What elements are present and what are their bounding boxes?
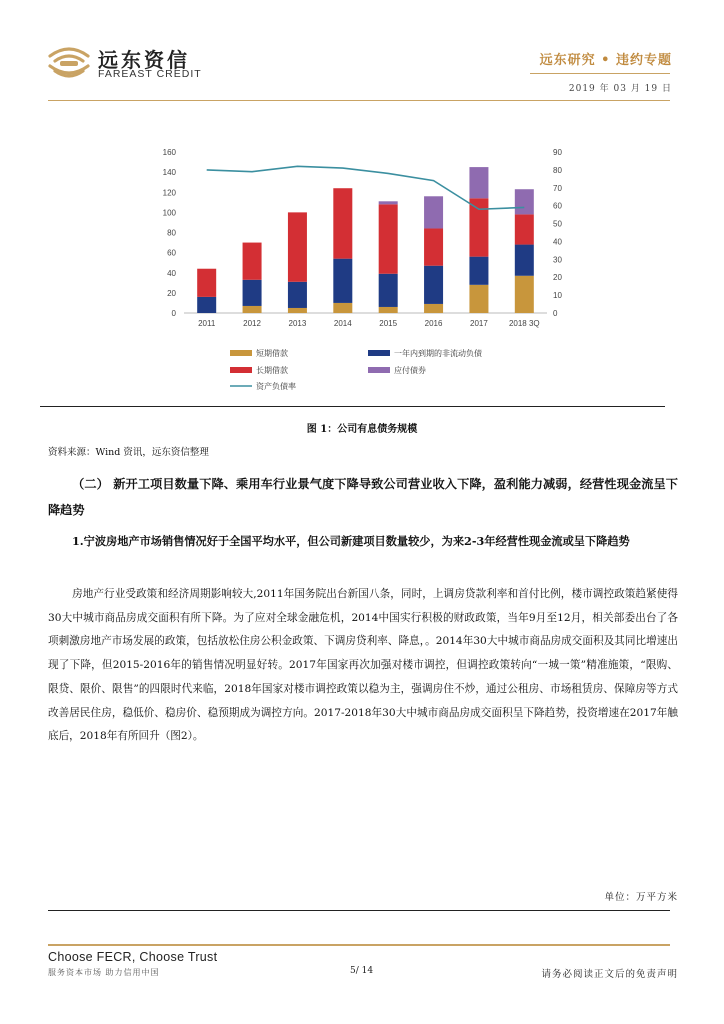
logo-name-cn: 远东资信 [98, 48, 190, 72]
legend-swatch-2 [368, 350, 390, 356]
bar-segment-2 [469, 257, 488, 285]
bar-segment-2 [379, 274, 398, 307]
report-section-title: 远东研究 • 违约专题 [539, 53, 672, 68]
x-axis-tick-label: 2018 3Q [508, 319, 540, 328]
bar-segment-4 [379, 201, 398, 204]
footer-disclaimer: 请务必阅读正文后的免责声明 [541, 969, 678, 980]
left-axis-tick-label: 100 [162, 208, 176, 218]
section-heading [48, 471, 678, 523]
legend-swatch-3 [230, 367, 252, 373]
bar-segment-2 [424, 266, 443, 304]
left-axis-tick-label: 20 [167, 288, 176, 298]
x-axis-tick-label: 2011 [198, 319, 216, 328]
subsection-heading [48, 529, 678, 553]
header-rule [530, 73, 670, 74]
bar-segment-1 [379, 307, 398, 313]
right-axis-tick-label: 80 [553, 165, 562, 175]
unit-label: 单位：万平方米 [604, 892, 678, 903]
x-axis-tick-label: 2014 [333, 319, 352, 328]
left-axis-tick-label: 0 [171, 309, 176, 318]
legend-label-3: 长期借款 [256, 366, 288, 375]
page-number: 5/ 14 [350, 966, 374, 976]
figure-source: 资料来源：Wind 资讯，远东资信整理 [48, 447, 209, 458]
bar-segment-4 [424, 196, 443, 228]
legend-label-5: 资产负债率 [256, 382, 296, 391]
x-axis-tick-label: 2013 [288, 319, 307, 328]
bar-segment-2 [243, 280, 262, 306]
bar-segment-3 [379, 204, 398, 273]
footer-slogan: Choose FECR, Choose Trust [48, 950, 218, 964]
header-bottom-rule [48, 100, 670, 101]
bar-segment-3 [243, 243, 262, 280]
x-axis-tick-label: 2016 [424, 319, 443, 328]
figure-rule [40, 406, 665, 407]
debt-scale-chart [0, 110, 724, 410]
right-axis-tick-label: 0 [553, 309, 558, 318]
left-axis-tick-label: 60 [167, 248, 176, 258]
left-axis-tick-label: 140 [162, 168, 176, 178]
figure-caption: 图 1：公司有息债务规模 [306, 424, 418, 435]
right-axis-tick-label: 20 [553, 273, 562, 283]
x-axis-tick-label: 2012 [243, 319, 261, 328]
right-axis-tick-label: 50 [553, 219, 562, 229]
bar-segment-2 [515, 245, 534, 276]
right-axis-tick-label: 60 [553, 201, 562, 211]
bar-segment-1 [288, 308, 307, 313]
bar-segment-2 [197, 297, 216, 313]
bar-segment-1 [469, 285, 488, 313]
left-axis-tick-label: 40 [167, 268, 176, 278]
bar-segment-3 [515, 214, 534, 244]
body-paragraph [48, 583, 678, 749]
bar-segment-1 [515, 276, 534, 313]
bar-segment-2 [333, 259, 352, 303]
body-paragraph-text: 房地产行业受政策和经济周期影响较大,2011年国务院出台新国八条，同时，上调房贷款利率和首付比例，楼市调控政策趋紧使得30大中城市商品房成交面积有所下降。为了应对全球金融危机，2014中国实行积极的财政政策，当年9月至12月，相关部委出台了各项刺激房地产市场发展的政策，包括放松住房公积金政策、下调房贷利率、降息，。2014年30大中城市商品房成交面积及其同比增速出现了下降，但2015-2016年的销售情况明显好转。2017年国家再次加强对楼市调控，但调控政策转向“一城一策”精准施策，“限购、限贷、限价、限售”的四限时代来临，2018年国家对楼市调控政策以稳为主，强调房住不炒，通过公租房、市场租赁房、保障房等方式改善居民住房，稳低价、稳房价、稳预期成为调控方向。2017-2018年30大中城市商品房成交面积呈下降趋势，投资增速在2017年触底后，2018年有所回升（图2）。 [48, 588, 678, 743]
legend-swatch-1 [230, 350, 252, 356]
report-date: 2019 年 03 月 19 日 [568, 84, 672, 94]
left-axis-tick-label: 160 [162, 148, 176, 157]
company-logo-icon [44, 42, 94, 82]
right-axis-tick-label: 30 [553, 255, 562, 265]
x-axis-tick-label: 2017 [470, 319, 488, 328]
footer-subslogan: 服务资本市场 助力信用中国 [48, 968, 160, 977]
left-axis-tick-label: 120 [162, 188, 176, 198]
bar-segment-2 [288, 282, 307, 308]
legend-swatch-4 [368, 367, 390, 373]
bar-segment-3 [424, 228, 443, 265]
bar-segment-1 [243, 306, 262, 313]
right-axis-tick-label: 70 [553, 183, 562, 193]
legend-label-1: 短期借款 [256, 349, 288, 358]
right-axis-tick-label: 40 [553, 237, 562, 247]
bar-segment-3 [288, 212, 307, 281]
bar-segment-1 [333, 303, 352, 313]
bar-segment-3 [197, 269, 216, 297]
bar-segment-3 [333, 188, 352, 258]
x-axis-tick-label: 2015 [379, 319, 398, 328]
bar-segment-1 [424, 304, 443, 313]
logo-name-en: FAREAST CREDIT [98, 68, 202, 80]
right-axis-tick-label: 10 [553, 291, 562, 301]
right-axis-tick-label: 90 [553, 148, 562, 157]
legend-label-2: 一年内到期的非流动负债 [394, 349, 482, 358]
section-heading-text: （二） 新开工项目数量下降、乘用车行业景气度下降导致公司营业收入下降，盈利能力减弱，经营性现金流呈下降趋势 [48, 477, 678, 517]
subsection-heading-text: 1.宁波房地产市场销售情况好于全国平均水平，但公司新建项目数量较少，为来2-3年经营性现金流或呈下降趋势 [72, 534, 630, 548]
unit-rule [48, 910, 670, 911]
bar-segment-4 [515, 189, 534, 214]
left-axis-tick-label: 80 [167, 228, 176, 238]
footer-rule [48, 944, 670, 946]
legend-label-4: 应付债券 [394, 366, 426, 375]
bar-segment-3 [469, 198, 488, 256]
bar-segment-4 [469, 167, 488, 198]
